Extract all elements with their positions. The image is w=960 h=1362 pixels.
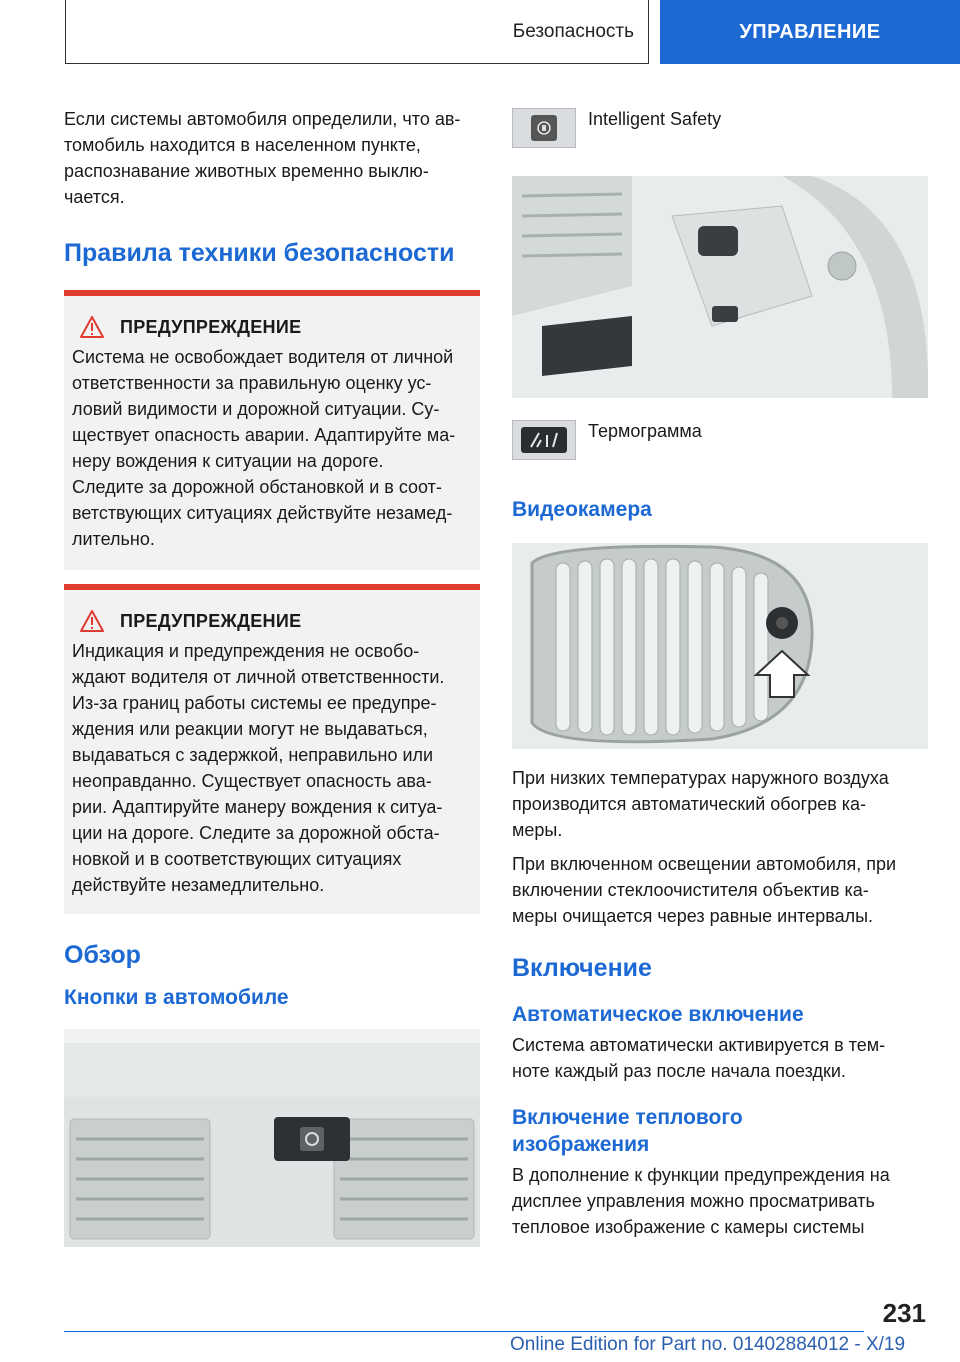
intro-paragraph — [64, 106, 480, 210]
buttons-heading: Кнопки в автомобиле — [64, 986, 289, 1009]
camera-grille-photo — [512, 543, 928, 749]
heading-line: Включение теплового — [512, 1106, 743, 1129]
dashboard-buttons-photo — [64, 1029, 480, 1247]
thermal-image-paragraph — [512, 1162, 928, 1240]
text-line: рии. Адаптируйте манеру вождения к ситуа- — [72, 797, 443, 817]
text-line: меры очищается через равные интервалы. — [512, 906, 874, 926]
warning-box-1 — [64, 290, 480, 570]
header-chapter-label: УПРАВЛЕНИЕ — [739, 20, 881, 43]
text-line: При включенном освещении автомобиля, при — [512, 854, 897, 874]
text-line: производится автоматический обогрев ка- — [512, 794, 867, 814]
text-line: Система не освобождает водителя от личной — [72, 347, 454, 367]
text-line: Из-за границ работы системы ее предупре- — [72, 693, 437, 713]
camera-heading: Видеокамера — [512, 498, 652, 521]
intelligent-safety-row — [512, 108, 928, 148]
left-column — [64, 100, 480, 1247]
text-line: ждения или реакции могут не выдаваться, — [72, 719, 428, 739]
text-line: ции на дороге. Следите за дорожной обста- — [72, 823, 440, 843]
thermogram-icon — [512, 420, 576, 460]
footer-edition: Online Edition for Part no. 01402884012 - X/19 — [510, 1334, 906, 1355]
text-line: ветствующих ситуациях действуйте незамед- — [72, 503, 453, 523]
text-line: При низких температурах наружного воздуха — [512, 768, 889, 788]
text-line: Индикация и предупреждения не освобо- — [72, 641, 420, 661]
safety-heading: Правила техники безопасности — [64, 239, 455, 267]
text-line: ловий видимости и дорожной ситуации. Су- — [72, 399, 440, 419]
page-number: 231 — [882, 1298, 926, 1328]
text-line: В дополнение к функции предупреждения на — [512, 1165, 890, 1185]
text-line: томобиль находится в населенном пункте, — [64, 135, 421, 155]
thermogram-label: Термограмма — [588, 421, 702, 441]
header-section-tab — [65, 0, 649, 64]
warning-triangle-icon — [80, 316, 104, 338]
auto-activation-heading: Автоматическое включение — [512, 1003, 804, 1026]
thermogram-row — [512, 420, 928, 460]
text-line: включении стеклоочистителя объектив ка- — [512, 880, 869, 900]
warning-title-2 — [72, 610, 470, 632]
text-line: меры. — [512, 820, 563, 840]
text-line: тепловое изображение с камеры системы — [512, 1217, 865, 1237]
text-line: чается. — [64, 187, 125, 207]
heading-line: изображения — [512, 1133, 650, 1156]
warning-box-2 — [64, 584, 480, 914]
text-line: ответственности за правильную оценку ус- — [72, 373, 432, 393]
warning-title-text: ПРЕДУПРЕЖДЕНИЕ — [120, 316, 302, 337]
intelligent-safety-button-icon — [512, 108, 576, 148]
text-line: неру вождения к ситуации на дороге. — [72, 451, 384, 471]
steering-column-photo — [512, 176, 928, 398]
warning-triangle-icon — [80, 610, 104, 632]
header-chapter-tab — [660, 0, 960, 64]
text-line: Система автоматически активируется в тем- — [512, 1035, 886, 1055]
text-line: Если системы автомобиля определили, что ав- — [64, 109, 461, 129]
footer-divider — [64, 1331, 864, 1332]
text-line: действуйте незамедлительно. — [72, 875, 325, 895]
steering-illustration — [512, 176, 928, 398]
warning-title-1 — [72, 316, 470, 338]
text-line: выдаваться с задержкой, неправильно или — [72, 745, 434, 765]
text-line: ждают водителя от личной ответственности. — [72, 667, 445, 687]
camera-paragraph-2 — [512, 851, 928, 929]
text-line: Следите за дорожной обстановкой и в соот- — [72, 477, 442, 497]
text-line: лительно. — [72, 529, 155, 549]
auto-activation-paragraph — [512, 1032, 928, 1084]
text-line: ществует опасность аварии. Адаптируйте ма- — [72, 425, 456, 445]
text-line: новкой и в соответствующих ситуациях — [72, 849, 402, 869]
switch-on-heading: Включение — [512, 954, 652, 982]
intelligent-safety-label: Intelligent Safety — [588, 109, 722, 129]
text-line: дисплее управления можно просматривать — [512, 1191, 875, 1211]
warning-title-text: ПРЕДУПРЕЖДЕНИЕ — [120, 610, 302, 631]
right-column — [512, 100, 928, 1240]
dashboard-illustration — [64, 1029, 480, 1247]
grille-illustration — [512, 543, 928, 749]
text-line: распознавание животных временно выклю- — [64, 161, 429, 181]
thermal-image-heading — [512, 1104, 928, 1158]
header-section-label: Безопасность — [512, 20, 634, 42]
text-line: ноте каждый раз после начала поездки. — [512, 1061, 846, 1081]
text-line: неоправданно. Существует опасность ава- — [72, 771, 432, 791]
camera-paragraph-1 — [512, 765, 928, 843]
overview-heading: Обзор — [64, 941, 141, 969]
